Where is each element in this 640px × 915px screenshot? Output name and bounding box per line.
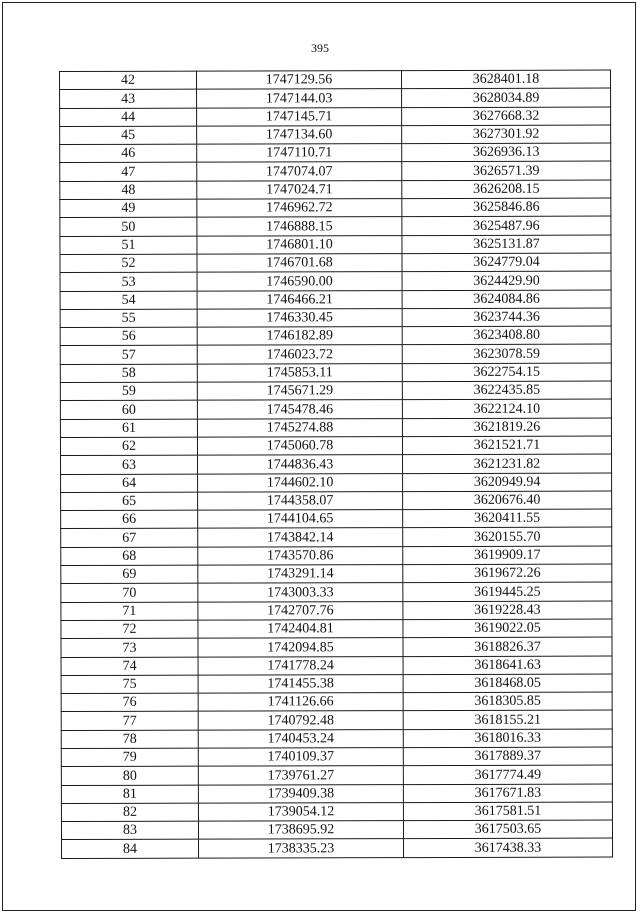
- y-coordinate-cell: 3617671.83: [403, 784, 612, 803]
- y-coordinate-cell: 3622754.15: [402, 363, 611, 382]
- point-number-cell: 75: [61, 675, 198, 694]
- point-number-cell: 52: [60, 254, 197, 273]
- y-coordinate-cell: 3627668.32: [402, 107, 611, 126]
- x-coordinate-cell: 1746023.72: [197, 345, 402, 364]
- table-row: [61, 820, 612, 840]
- point-number-cell: 83: [61, 821, 198, 840]
- x-coordinate-cell: 1740792.48: [198, 711, 403, 730]
- x-coordinate-cell: 1747134.60: [197, 125, 402, 144]
- y-coordinate-cell: 3619445.25: [403, 582, 612, 601]
- y-coordinate-cell: 3624779.04: [402, 253, 611, 272]
- point-number-cell: 64: [61, 474, 198, 493]
- point-number-cell: 43: [60, 89, 197, 108]
- x-coordinate-cell: 1743291.14: [198, 565, 403, 584]
- table-row: [61, 601, 612, 621]
- x-coordinate-cell: 1745274.88: [197, 418, 402, 437]
- y-coordinate-cell: 3627301.92: [402, 125, 611, 144]
- point-number-cell: 53: [60, 272, 197, 291]
- y-coordinate-cell: 3626208.15: [402, 180, 611, 199]
- x-coordinate-cell: 1744104.65: [198, 510, 403, 529]
- y-coordinate-cell: 3617581.51: [403, 802, 612, 821]
- x-coordinate-cell: 1741126.66: [198, 693, 403, 712]
- table-row: [60, 143, 611, 163]
- table-row: [60, 216, 611, 236]
- point-number-cell: 81: [61, 785, 198, 804]
- table-row: [60, 70, 611, 90]
- point-number-cell: 50: [60, 218, 197, 237]
- y-coordinate-cell: 3619228.43: [403, 601, 612, 620]
- x-coordinate-cell: 1741455.38: [198, 674, 403, 693]
- point-number-cell: 77: [61, 712, 198, 731]
- table-row: [60, 235, 611, 255]
- x-coordinate-cell: 1745853.11: [197, 363, 402, 382]
- y-coordinate-cell: 3617889.37: [403, 747, 612, 766]
- x-coordinate-cell: 1742404.81: [198, 620, 403, 639]
- x-coordinate-cell: 1739054.12: [198, 802, 403, 821]
- x-coordinate-cell: 1746888.15: [197, 217, 402, 236]
- point-number-cell: 82: [61, 803, 198, 822]
- table-row: [60, 88, 611, 108]
- table-row: [60, 198, 611, 218]
- y-coordinate-cell: 3625131.87: [402, 235, 611, 254]
- table-row: [60, 418, 611, 438]
- y-coordinate-cell: 3624084.86: [402, 290, 611, 309]
- x-coordinate-cell: 1747144.03: [197, 89, 402, 108]
- point-number-cell: 42: [60, 71, 197, 90]
- y-coordinate-cell: 3619672.26: [403, 564, 612, 583]
- point-number-cell: 79: [61, 748, 198, 767]
- x-coordinate-cell: 1745671.29: [197, 382, 402, 401]
- point-number-cell: 69: [61, 565, 198, 584]
- point-number-cell: 78: [61, 730, 198, 749]
- y-coordinate-cell: 3618016.33: [403, 729, 612, 748]
- point-number-cell: 65: [61, 492, 198, 511]
- x-coordinate-cell: 1746590.00: [197, 272, 402, 291]
- table-row: [61, 692, 612, 712]
- point-number-cell: 61: [60, 419, 197, 438]
- y-coordinate-cell: 3618826.37: [403, 637, 612, 656]
- y-coordinate-cell: 3628401.18: [402, 70, 611, 89]
- table-row: [61, 582, 612, 602]
- x-coordinate-cell: 1746701.68: [197, 254, 402, 273]
- x-coordinate-cell: 1744836.43: [198, 455, 403, 474]
- x-coordinate-cell: 1747110.71: [197, 144, 402, 163]
- x-coordinate-cell: 1747024.71: [197, 180, 402, 199]
- y-coordinate-cell: 3622435.85: [402, 381, 611, 400]
- x-coordinate-cell: 1744602.10: [198, 473, 403, 492]
- table-row: [60, 345, 611, 365]
- x-coordinate-cell: 1747145.71: [197, 107, 402, 126]
- x-coordinate-cell: 1743003.33: [198, 583, 403, 602]
- point-number-cell: 48: [60, 181, 197, 200]
- y-coordinate-cell: 3621231.82: [403, 454, 612, 473]
- y-coordinate-cell: 3625487.96: [402, 216, 611, 235]
- x-coordinate-cell: 1743842.14: [198, 528, 403, 547]
- table-row: [61, 619, 612, 639]
- y-coordinate-cell: 3620155.70: [403, 527, 612, 546]
- y-coordinate-cell: 3619022.05: [403, 619, 612, 638]
- y-coordinate-cell: 3618155.21: [403, 710, 612, 729]
- table-row: [62, 839, 613, 859]
- point-number-cell: 47: [60, 163, 197, 182]
- x-coordinate-cell: 1745060.78: [197, 437, 402, 456]
- table-row: [61, 473, 612, 493]
- x-coordinate-cell: 1743570.86: [198, 546, 403, 565]
- table-row: [61, 674, 612, 694]
- x-coordinate-cell: 1746330.45: [197, 308, 402, 327]
- x-coordinate-cell: 1738335.23: [199, 839, 404, 858]
- table-row: [61, 564, 612, 584]
- x-coordinate-cell: 1742094.85: [198, 638, 403, 657]
- y-coordinate-cell: 3621521.71: [402, 436, 611, 455]
- table-row: [61, 637, 612, 657]
- x-coordinate-cell: 1739409.38: [198, 784, 403, 803]
- y-coordinate-cell: 3624429.90: [402, 271, 611, 290]
- x-coordinate-cell: 1744358.07: [198, 491, 403, 510]
- table-row: [60, 253, 611, 273]
- y-coordinate-cell: 3617774.49: [403, 765, 612, 784]
- point-number-cell: 55: [60, 309, 197, 328]
- table-row: [60, 271, 611, 291]
- x-coordinate-cell: 1747129.56: [197, 71, 402, 90]
- point-number-cell: 62: [60, 437, 197, 456]
- y-coordinate-cell: 3618468.05: [403, 674, 612, 693]
- table-row: [61, 747, 612, 767]
- table-row: [60, 290, 611, 310]
- x-coordinate-cell: 1738695.92: [198, 821, 403, 840]
- point-number-cell: 49: [60, 199, 197, 218]
- point-number-cell: 70: [61, 583, 198, 602]
- table-row: [61, 729, 612, 749]
- table-row: [60, 436, 611, 456]
- y-coordinate-cell: 3626571.39: [402, 162, 611, 181]
- table-row: [60, 381, 611, 401]
- table-row: [60, 125, 611, 145]
- x-coordinate-cell: 1745478.46: [197, 400, 402, 419]
- table-row: [61, 491, 612, 511]
- point-number-cell: 57: [60, 346, 197, 365]
- coordinates-table-body: [60, 70, 613, 858]
- coordinates-table: [59, 70, 613, 859]
- point-number-cell: 54: [60, 291, 197, 310]
- point-number-cell: 59: [60, 382, 197, 401]
- x-coordinate-cell: 1746962.72: [197, 199, 402, 218]
- point-number-cell: 60: [60, 400, 197, 419]
- point-number-cell: 46: [60, 144, 197, 163]
- table-row: [61, 784, 612, 804]
- table-row: [61, 656, 612, 676]
- x-coordinate-cell: 1747074.07: [197, 162, 402, 181]
- point-number-cell: 56: [60, 327, 197, 346]
- point-number-cell: 63: [61, 455, 198, 474]
- table-row: [61, 710, 612, 730]
- y-coordinate-cell: 3619909.17: [403, 546, 612, 565]
- point-number-cell: 44: [60, 108, 197, 127]
- table-row: [61, 454, 612, 474]
- x-coordinate-cell: 1739761.27: [198, 766, 403, 785]
- table-row: [60, 162, 611, 182]
- point-number-cell: 67: [61, 529, 198, 548]
- y-coordinate-cell: 3617438.33: [404, 839, 613, 858]
- x-coordinate-cell: 1746466.21: [197, 290, 402, 309]
- table-row: [61, 765, 612, 785]
- point-number-cell: 45: [60, 126, 197, 145]
- table-row: [60, 399, 611, 419]
- y-coordinate-cell: 3618305.85: [403, 692, 612, 711]
- y-coordinate-cell: 3623078.59: [402, 345, 611, 364]
- table-row: [61, 509, 612, 529]
- y-coordinate-cell: 3623744.36: [402, 308, 611, 327]
- y-coordinate-cell: 3618641.63: [403, 656, 612, 675]
- x-coordinate-cell: 1742707.76: [198, 601, 403, 620]
- y-coordinate-cell: 3626936.13: [402, 143, 611, 162]
- x-coordinate-cell: 1746801.10: [197, 235, 402, 254]
- point-number-cell: 73: [61, 638, 198, 657]
- y-coordinate-cell: 3623408.80: [402, 326, 611, 345]
- table-row: [60, 180, 611, 200]
- point-number-cell: 80: [61, 766, 198, 785]
- point-number-cell: 76: [61, 693, 198, 712]
- table-row: [60, 326, 611, 346]
- x-coordinate-cell: 1740109.37: [198, 748, 403, 767]
- y-coordinate-cell: 3620949.94: [403, 473, 612, 492]
- y-coordinate-cell: 3621819.26: [402, 418, 611, 437]
- point-number-cell: 71: [61, 602, 198, 621]
- point-number-cell: 68: [61, 547, 198, 566]
- point-number-cell: 72: [61, 620, 198, 639]
- y-coordinate-cell: 3620676.40: [403, 491, 612, 510]
- x-coordinate-cell: 1741778.24: [198, 656, 403, 675]
- table-row: [60, 107, 611, 127]
- table-row: [61, 527, 612, 547]
- y-coordinate-cell: 3620411.55: [403, 509, 612, 528]
- table-row: [60, 308, 611, 328]
- x-coordinate-cell: 1740453.24: [198, 729, 403, 748]
- table-row: [61, 802, 612, 822]
- point-number-cell: 58: [60, 364, 197, 383]
- y-coordinate-cell: 3622124.10: [402, 399, 611, 418]
- point-number-cell: 51: [60, 236, 197, 255]
- page-number: 395: [311, 41, 329, 55]
- x-coordinate-cell: 1746182.89: [197, 327, 402, 346]
- point-number-cell: 74: [61, 657, 198, 676]
- table-row: [61, 546, 612, 566]
- y-coordinate-cell: 3628034.89: [402, 88, 611, 107]
- table-row: [60, 363, 611, 383]
- y-coordinate-cell: 3625846.86: [402, 198, 611, 217]
- y-coordinate-cell: 3617503.65: [403, 820, 612, 839]
- point-number-cell: 66: [61, 510, 198, 529]
- point-number-cell: 84: [62, 840, 199, 859]
